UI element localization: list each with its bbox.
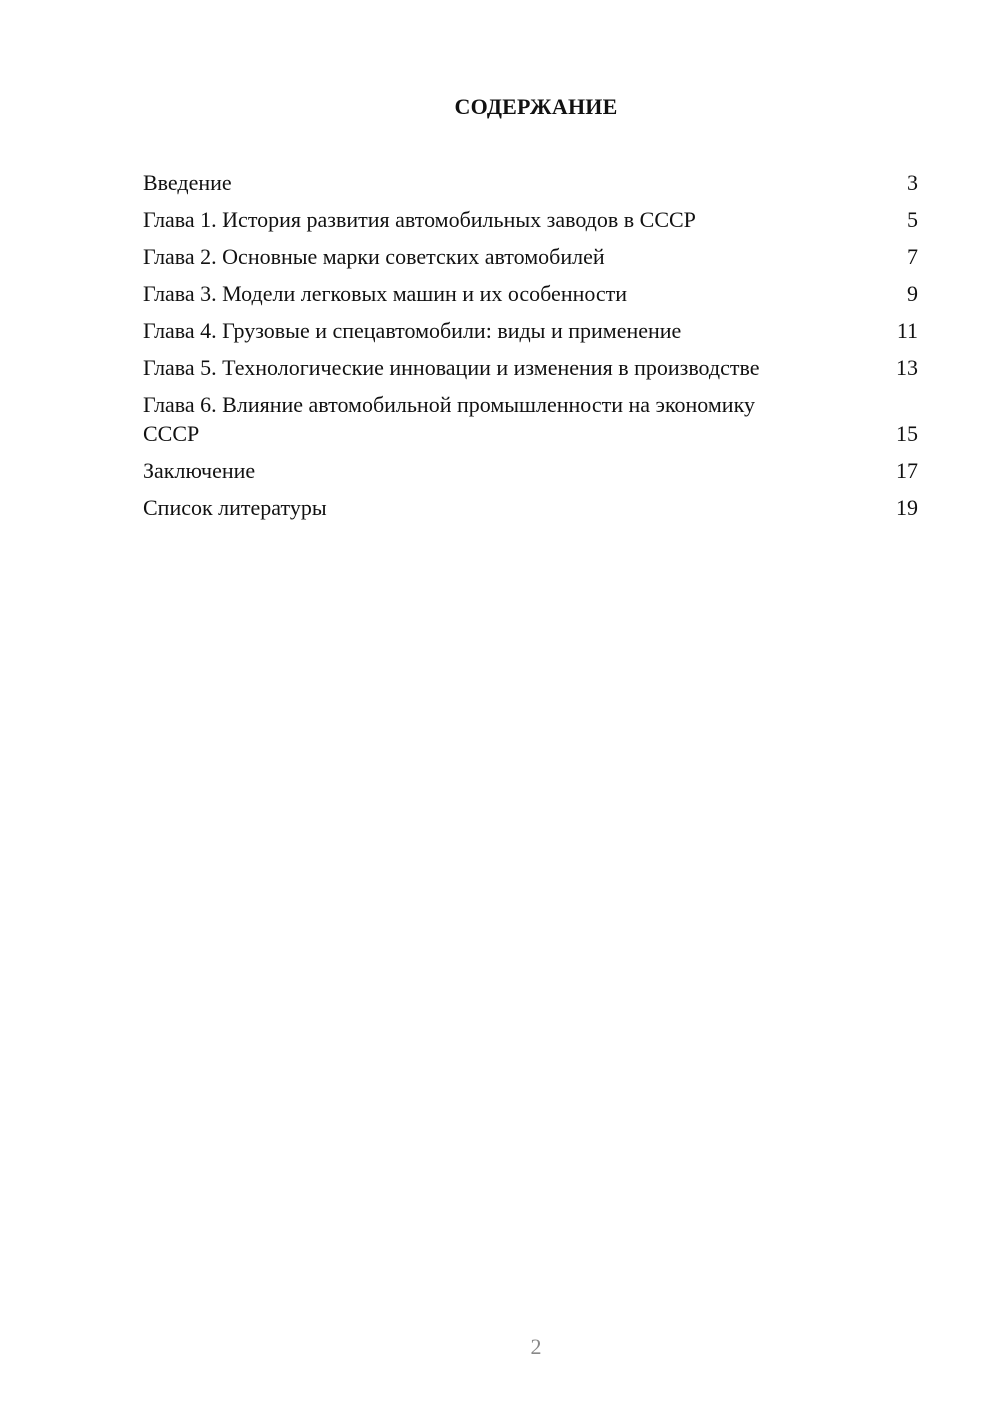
toc-item-references	[143, 493, 918, 522]
toc-item-chapter-1	[143, 205, 918, 234]
page-number: 2	[530, 1334, 542, 1359]
toc-item-chapter-3	[143, 279, 918, 308]
toc-item-conclusion	[143, 456, 918, 485]
toc-item-chapter-4	[143, 316, 918, 345]
toc-item-label: Глава 6. Влияние автомобильной промышленности на экономику СССР	[143, 392, 755, 446]
toc-item-chapter-6	[143, 390, 918, 448]
toc-item-page: 15	[896, 421, 918, 446]
toc-item-label: Список литературы	[143, 495, 327, 520]
toc-item-page: 5	[907, 207, 918, 232]
toc-item-page: 7	[907, 244, 918, 269]
toc-item-page: 17	[896, 458, 918, 483]
toc-item-page: 13	[896, 355, 918, 380]
toc-item-label: Глава 2. Основные марки советских автомобилей	[143, 244, 605, 269]
toc-item-label: Глава 4. Грузовые и спецавтомобили: виды и применение	[143, 318, 682, 343]
toc-item-introduction	[143, 168, 918, 197]
toc-item-page: 3	[907, 170, 918, 195]
toc-item-chapter-2	[143, 242, 918, 271]
toc-item-chapter-5	[143, 353, 918, 382]
toc-item-page: 9	[907, 281, 918, 306]
toc-item-page: 19	[896, 495, 918, 520]
toc-item-label: Глава 1. История развития автомобильных заводов в СССР	[143, 207, 696, 232]
toc-item-label: Введение	[143, 170, 232, 195]
toc-item-label: Заключение	[143, 458, 256, 483]
page-title: СОДЕРЖАНИЕ	[454, 94, 618, 119]
table-of-contents	[143, 168, 918, 530]
toc-item-label: Глава 3. Модели легковых машин и их особенности	[143, 281, 628, 306]
toc-item-page: 11	[896, 318, 918, 343]
toc-item-label: Глава 5. Технологические инновации и изменения в производстве	[143, 355, 760, 380]
